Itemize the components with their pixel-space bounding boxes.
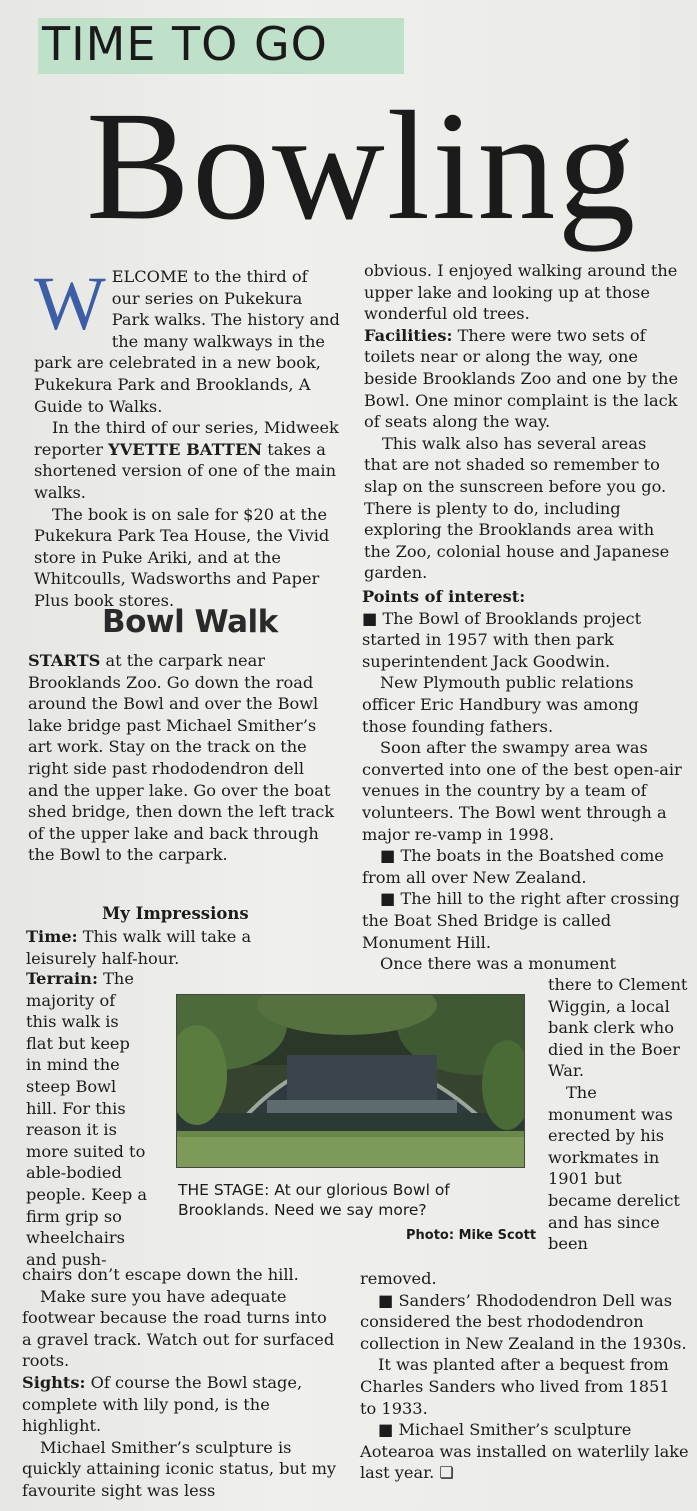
photo-caption: THE STAGE: At our glorious Bowl of Brooklands. Need we say more? [178, 1181, 450, 1219]
right-top-block [364, 260, 684, 584]
bullet-square: ■ [362, 608, 378, 628]
starts-block [28, 650, 338, 866]
facilities-text: There were two sets of toilets near or along the way, one beside Brooklands Zoo and one by the Bowl. One minor complaint is the lack of seats along the way. [364, 325, 679, 432]
sights-label: Sights: [22, 1372, 86, 1392]
reporter-name: YVETTE BATTEN [108, 439, 263, 459]
intro-text-2b: takes a shortened version of one of the main walks. [34, 439, 336, 502]
points-heading: Points of interest: [362, 587, 526, 606]
point-7-cont: removed. [360, 1269, 437, 1288]
footwear-paragraph: Make sure you have adequate footwear because the road turns into a gravel track. Watch out for surfaced roots. [22, 1286, 335, 1371]
terrain-block [26, 968, 150, 1270]
impressions-heading: My Impressions [102, 904, 249, 923]
point-6: Once there was a monument [380, 954, 617, 974]
terrain-label: Terrain: [26, 969, 98, 988]
kicker: TIME TO GO [42, 17, 328, 71]
point-10: Michael Smither’s sculpture Aotearoa was installed on waterlily lake last year. [360, 1420, 689, 1483]
intro-paragraph-3: The book is on sale for $20 at the Pukekura Park Tea House, the Vivid store in Puke Ariki, and at the Whitcoulls, Wadsworths and Paper Plus book stores. [34, 504, 330, 610]
section-title: Bowl Walk [102, 604, 278, 640]
photo-credit: Photo: Mike Scott [406, 1228, 537, 1243]
terrain-text: The majority of this walk is flat but keep in mind the steep Bowl hill. For this reason it is more suited to able-bodied people. Keep a firm grip so wheelchairs and push- [26, 969, 148, 1269]
starts-text: at the carpark near Brooklands Zoo. Go down the road around the Bowl and over the Bowl lake bridge past Michael Smither’s art work. Stay on the track on the right side past rhododendron dell and the upper lake. Go over the boat shed bridge, then down the left track of the upper lake and back through the Bowl to the carpark. [28, 651, 335, 865]
intro-text-2a: In the third of our series, Midweek reporter [34, 418, 339, 459]
sunscreen-paragraph: This walk also has several areas that are not shaded so remember to slap on the sunscreen before you go. There is plenty to do, including exploring the Brooklands area with the Zoo, colonial house and Japanese garden. [364, 433, 670, 583]
right-cont: obvious. I enjoyed walking around the upper lake and looking up at those wonderful old trees. [364, 261, 678, 324]
point-2: New Plymouth public relations officer Eric Handbury was among those founding fathers. [362, 673, 639, 736]
sights-text: Of course the Bowl stage, complete with lily pond, is the highlight. [22, 1372, 303, 1436]
photo-illustration [177, 995, 524, 1167]
bowl-stage-photo [176, 994, 525, 1168]
intro-paragraph-1 [34, 262, 340, 417]
bullet-square: ■ [380, 889, 396, 909]
point-6-narrow: there to Clement Wiggin, a local bank clerk who died in the Boer War. [548, 975, 688, 1081]
point-4: The boats in the Boatshed come from all over New Zealand. [362, 846, 664, 887]
end-mark: ❏ [439, 1463, 454, 1483]
bullet-square: ■ [378, 1290, 394, 1310]
smither-paragraph: Michael Smither’s sculpture is quickly attaining iconic status, but my favourite sight was less [22, 1437, 337, 1500]
points-block [362, 586, 686, 975]
bullet-square: ■ [380, 846, 396, 866]
facilities-label: Facilities: [364, 325, 453, 345]
point-3: Soon after the swampy area was converted into one of the best open-air venues in the country by a team of volunteers. The Bowl went through a major re-vamp in 1998. [362, 738, 682, 844]
headline: Bowling [86, 79, 638, 252]
intro-text-1: ELCOME to the third of our series on Pukekura Park walks. The history and the many walkways in the park are celebrated in a new book, Pukekura Park and Brooklands, A Guide to Walks. [34, 267, 340, 416]
time-block [26, 926, 326, 969]
lower-left-block [22, 1264, 340, 1502]
point-9: It was planted after a bequest from Charles Sanders who lived from 1851 to 1933. [360, 1355, 670, 1418]
lower-right-block [360, 1268, 690, 1484]
point-5: The hill to the right after crossing the Boat Shed Bridge is called Monument Hill. [362, 889, 680, 952]
point-7-narrow: The monument was erected by his workmates in 1901 but became derelict and has since been [548, 1082, 680, 1254]
point-8: Sanders’ Rhododendron Dell was considered the best rhododendron collection in New Zealand in the 1930s. [360, 1290, 687, 1353]
time-text: This walk will take a leisurely half-hour. [26, 927, 252, 968]
intro-block [34, 262, 340, 612]
narrow-right-block [548, 974, 688, 1255]
point-1: The Bowl of Brooklands project started in 1957 with then park superintendent Jack Goodwin. [362, 608, 642, 671]
time-label: Time: [26, 927, 78, 946]
bullet-square: ■ [378, 1420, 394, 1440]
drop-cap: W [34, 262, 106, 346]
intro-paragraph-2 [34, 417, 340, 503]
terrain-cont: chairs don’t escape down the hill. [22, 1265, 299, 1284]
starts-lead: STARTS [28, 651, 101, 670]
